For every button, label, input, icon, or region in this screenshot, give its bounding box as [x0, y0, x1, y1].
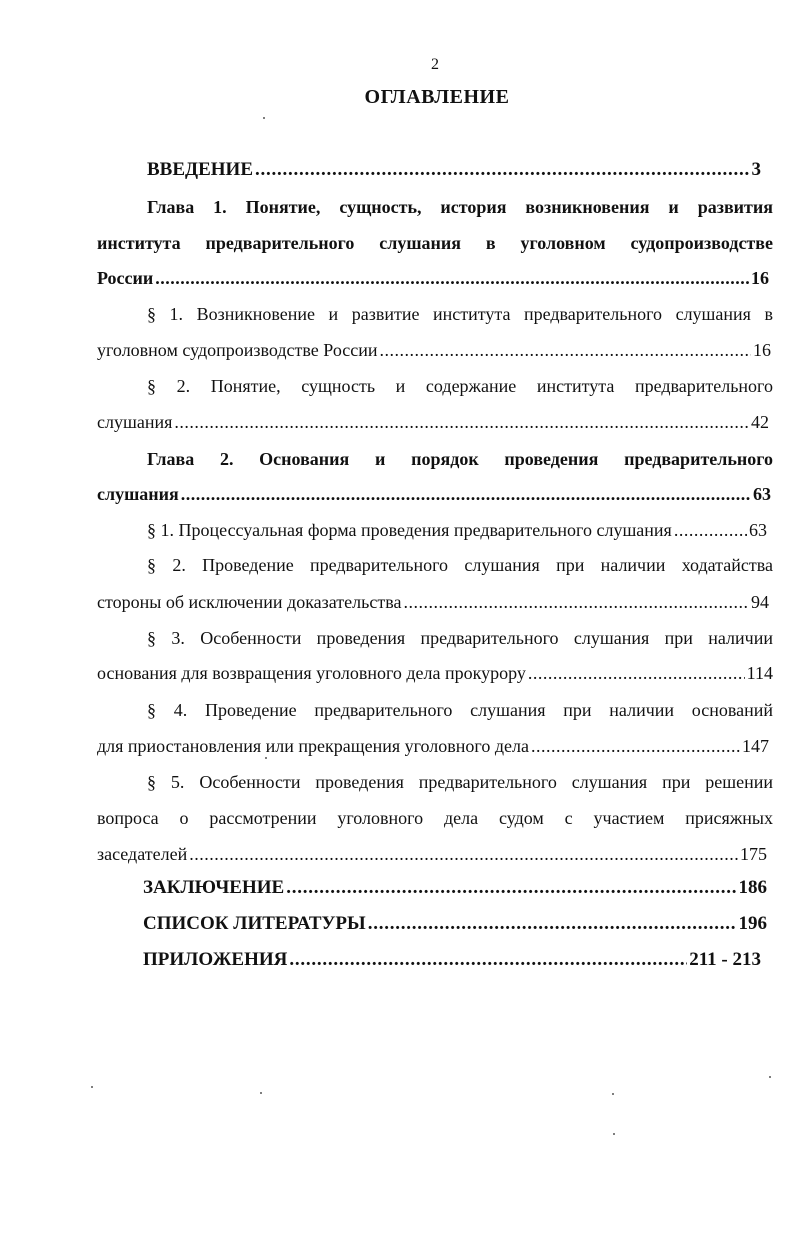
toc-page: 63 — [749, 520, 767, 540]
toc-page: 42 — [751, 412, 769, 432]
toc-label: слушания — [97, 484, 179, 504]
toc-label: § 1. Процессуальная форма проведения предварительного слушания — [147, 520, 672, 540]
toc-entry-chapter2[interactable] — [97, 482, 771, 506]
dot-leader — [155, 266, 749, 290]
toc-page: 186 — [738, 877, 767, 898]
toc-entry-conclusion[interactable] — [143, 876, 767, 900]
toc-label: уголовном судопроизводстве России — [97, 340, 378, 360]
toc-section2-5-line2: вопроса о рассмотрении уголовного дела судом с участием присяжных — [97, 808, 773, 828]
dot-leader — [289, 948, 687, 972]
toc-page: 196 — [738, 913, 767, 934]
dot-leader — [368, 912, 737, 936]
scan-speck — [260, 1092, 262, 1094]
toc-page: 16 — [753, 340, 771, 360]
toc-entry-chapter1[interactable] — [97, 266, 769, 290]
toc-label: ПРИЛОЖЕНИЯ — [143, 949, 288, 970]
toc-entry-section1-1[interactable] — [97, 338, 771, 362]
toc-label: ЗАКЛЮЧЕНИЕ — [143, 877, 285, 898]
dot-leader — [255, 158, 750, 182]
toc-section2-3-line1: § 3. Особенности проведения предварительного слушания при наличии — [147, 628, 773, 648]
scan-speck — [612, 1093, 614, 1095]
toc-entry-appendices[interactable] — [143, 948, 761, 972]
dot-leader — [528, 661, 745, 685]
toc-entry-section2-1[interactable] — [147, 518, 767, 542]
dot-leader — [181, 482, 751, 506]
scan-speck — [263, 117, 265, 119]
dot-leader — [189, 842, 738, 866]
toc-entry-section2-2[interactable] — [97, 590, 769, 614]
toc-page: 175 — [740, 844, 767, 864]
toc-label: стороны об исключении доказательства — [97, 592, 402, 612]
toc-entry-section2-3[interactable] — [97, 661, 773, 685]
toc-page: 211 - 213 — [689, 949, 761, 970]
dot-leader — [174, 410, 749, 434]
toc-page: 94 — [751, 592, 769, 612]
toc-chapter2-line1: Глава 2. Основания и порядок проведения предварительного — [147, 449, 773, 469]
toc-section1-1-line1: § 1. Возникновение и развитие института предварительного слушания в — [147, 304, 773, 324]
toc-entry-section1-2[interactable] — [97, 410, 769, 434]
toc-section2-4-line1: § 4. Проведение предварительного слушания при наличии оснований — [147, 700, 773, 720]
toc-label: ВВЕДЕНИЕ — [147, 159, 253, 180]
dot-leader — [531, 734, 740, 758]
toc-label: для приостановления или прекращения уголовного дела — [97, 736, 529, 756]
toc-entry-references[interactable] — [143, 912, 767, 936]
toc-page: 3 — [751, 159, 761, 180]
scan-speck — [91, 1086, 93, 1088]
page-title: ОГЛАВЛЕНИЕ — [364, 86, 510, 108]
toc-entry-intro[interactable] — [147, 158, 761, 182]
scan-speck — [769, 1076, 771, 1078]
dot-leader — [380, 338, 751, 362]
dot-leader — [674, 518, 747, 542]
toc-section1-2-line1: § 2. Понятие, сущность и содержание института предварительного — [147, 376, 773, 396]
toc-section2-2-line1: § 2. Проведение предварительного слушания при наличии ходатайства — [147, 555, 773, 575]
toc-section2-5-line1: § 5. Особенности проведения предварительного слушания при решении — [147, 772, 773, 792]
toc-label: основания для возвращения уголовного дела прокурору — [97, 663, 526, 683]
toc-chapter1-line1: Глава 1. Понятие, сущность, история возникновения и развития — [147, 197, 773, 217]
toc-chapter1-line2: института предварительного слушания в уголовном судопроизводстве — [97, 233, 773, 253]
toc-page: 147 — [742, 736, 769, 756]
dot-leader — [286, 876, 736, 900]
scan-speck — [265, 757, 267, 759]
page-number: 2 — [431, 56, 439, 73]
toc-label: России — [97, 268, 154, 288]
toc-label: слушания — [97, 412, 173, 432]
toc-page: 63 — [753, 484, 771, 504]
toc-page: 114 — [746, 663, 773, 683]
toc-page: 16 — [751, 268, 769, 288]
toc-entry-section2-5[interactable] — [97, 842, 767, 866]
scan-speck — [613, 1133, 615, 1135]
toc-label: заседателей — [97, 844, 188, 864]
dot-leader — [403, 590, 749, 614]
toc-label: СПИСОК ЛИТЕРАТУРЫ — [143, 913, 366, 934]
toc-entry-section2-4[interactable] — [97, 734, 769, 758]
